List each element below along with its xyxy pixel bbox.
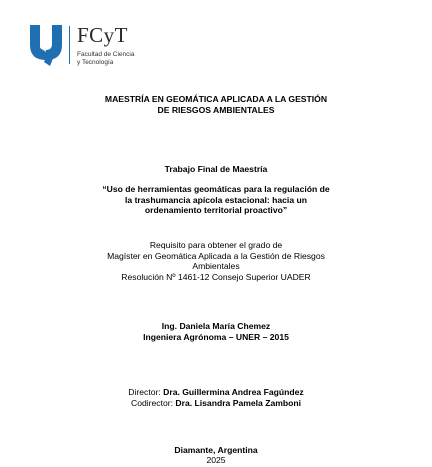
- thesis-title-line: ordenamiento territorial proactivo”: [144, 205, 288, 215]
- program-title-line: DE RIESGOS AMBIENTALES: [157, 104, 275, 115]
- place: Diamante, Argentina: [174, 445, 258, 455]
- requirement-line: Magíster en Geomática Aplicada a la Gestión de Riesgos: [107, 250, 325, 261]
- fcyt-logo: [28, 22, 168, 70]
- logo-divider: [69, 26, 70, 64]
- program-title-line: MAESTRÍA EN GEOMÁTICA APLICADA A LA GESTIÓN: [104, 94, 328, 104]
- program-title: [40, 94, 392, 115]
- university-logo-icon: [28, 22, 64, 68]
- thesis-title: [40, 184, 392, 216]
- directors: [40, 387, 392, 408]
- requirement-line: Resolución Nº 1461-12 Consejo Superior UADER: [121, 271, 311, 282]
- year: 2025: [206, 454, 226, 465]
- author-name: Ing. Daniela María Chemez: [161, 321, 271, 331]
- thesis-title-line: “Uso de herramientas geomáticas para la regulación de: [102, 184, 330, 194]
- logo-subtitle-line: y Tecnología: [77, 58, 114, 66]
- requirement-line: Ambientales: [192, 261, 240, 271]
- logo-subtitle-line: Facultad de Ciencia: [77, 51, 135, 58]
- logo-name: FCyT: [77, 23, 129, 47]
- author: [40, 321, 392, 342]
- degree-requirement: [40, 240, 392, 282]
- director-name: Dra. Guillermina Andrea Fagúndez: [163, 387, 304, 397]
- codirector-label: Codirector:: [130, 397, 176, 408]
- work-type-text: Trabajo Final de Maestría: [164, 164, 268, 174]
- thesis-title-line: la trashumancia apícola estacional: hacia un: [125, 194, 307, 205]
- director-line: [40, 387, 392, 398]
- logo-subtitle: [77, 51, 134, 66]
- director-label: Director:: [128, 387, 164, 397]
- place-date: [40, 446, 392, 465]
- author-degree: Ingeniera Agrónoma – UNER – 2015: [143, 331, 289, 342]
- codirector-name: Dra. Lisandra Pamela Zamboni: [175, 397, 302, 408]
- requirement-line: Requisito para obtener el grado de: [149, 240, 283, 250]
- codirector-line: [40, 398, 392, 409]
- work-type: [40, 164, 392, 175]
